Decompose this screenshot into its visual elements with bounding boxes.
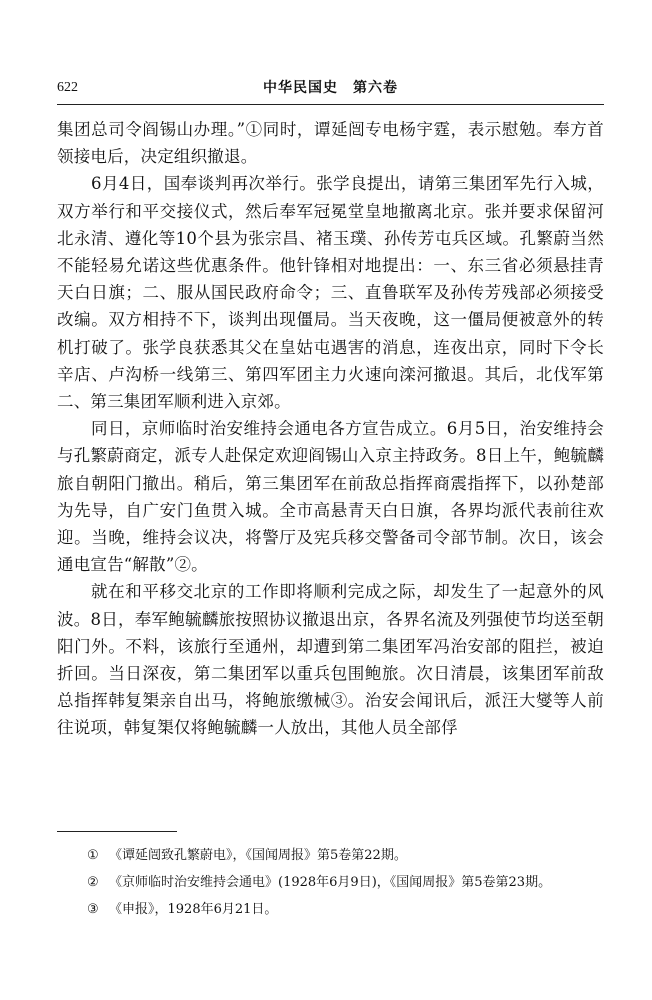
footnote bbox=[57, 872, 604, 893]
footnotes bbox=[57, 845, 604, 926]
footnote-marker: ③ bbox=[87, 902, 99, 917]
page-header bbox=[57, 78, 604, 102]
footnote-text: 《谭延闿致孔繁蔚电》，《国闻周报》第5卷第22期。 bbox=[109, 848, 407, 863]
footnote-divider bbox=[57, 831, 177, 832]
running-title: 中华民国史 第六卷 bbox=[263, 80, 398, 96]
footnote-marker: ① bbox=[87, 848, 99, 863]
footnote-text: 《京师临时治安维持会通电》(1928年6月9日)，《国闻周报》第5卷第23期。 bbox=[109, 875, 552, 890]
body-text bbox=[57, 116, 604, 742]
paragraph: 6月4日，国奉谈判再次举行。张学良提出，请第三集团军先行入城，双方举行和平交接仪式，然后奉军冠冕堂皇地撤离北京。张并要求保留河北永清、遵化等10个县为张宗昌、褚玉璞、孙传芳屯兵区域。孔繁蔚当然不能轻易允诺这些优惠条件。他针锋相对地提出：一、东三省必须悬挂青天白日旗；二、服从国民政府命令；三、直鲁联军及孙传芳残部必须接受改编。双方相持不下，谈判出现僵局。当天夜晚，这一僵局便被意外的转机打破了。张学良获悉其父在皇姑屯遇害的消息，连夜出京，同时下令长辛店、卢沟桥一线第三、第四军团主力火速向滦河撤退。其后，北伐军第二、第三集团军顺利进入京郊。 bbox=[57, 174, 604, 412]
footnote bbox=[57, 845, 604, 866]
paragraph: 集团总司令阎锡山办理。”①同时，谭延闿专电杨宇霆，表示慰勉。奉方首领接电后，决定组织撤退。 bbox=[57, 120, 604, 167]
paragraph: 就在和平移交北京的工作即将顺利完成之际，却发生了一起意外的风波。8日，奉军鲍毓麟旅按照协议撤退出京，各界名流及列强使节均送至朝阳门外。不料，该旅行至通州，却遭到第二集团军冯治安部的阻拦，被迫折回。当日深夜，第二集团军以重兵包围鲍旅。次日清晨，该集团军前敌总指挥韩复榘亲自出马，将鲍旅缴械③。治安会闻讯后，派汪大燮等人前往说项，韩复榘仅将鲍毓麟一人放出，其他人员全部俘 bbox=[57, 582, 604, 738]
footnote bbox=[57, 899, 604, 920]
header-rule bbox=[57, 104, 604, 105]
footnote-text: 《申报》，1928年6月21日。 bbox=[109, 902, 278, 917]
page-number: 622 bbox=[57, 80, 78, 95]
paragraph: 同日，京师临时治安维持会通电各方宣告成立。6月5日，治安维持会与孔繁蔚商定，派专人赴保定欢迎阎锡山入京主持政务。8日上午，鲍毓麟旅自朝阳门撤出。稍后，第三集团军在前敌总指挥商震指挥下，以孙楚部为先导，自广安门鱼贯入城。全市高悬青天白日旗，各界均派代表前往欢迎。当晚，维持会议决，将警厅及宪兵移交警备司令部节制。次日，该会通电宣告“解散”②。 bbox=[57, 419, 604, 575]
footnote-marker: ② bbox=[87, 875, 99, 890]
